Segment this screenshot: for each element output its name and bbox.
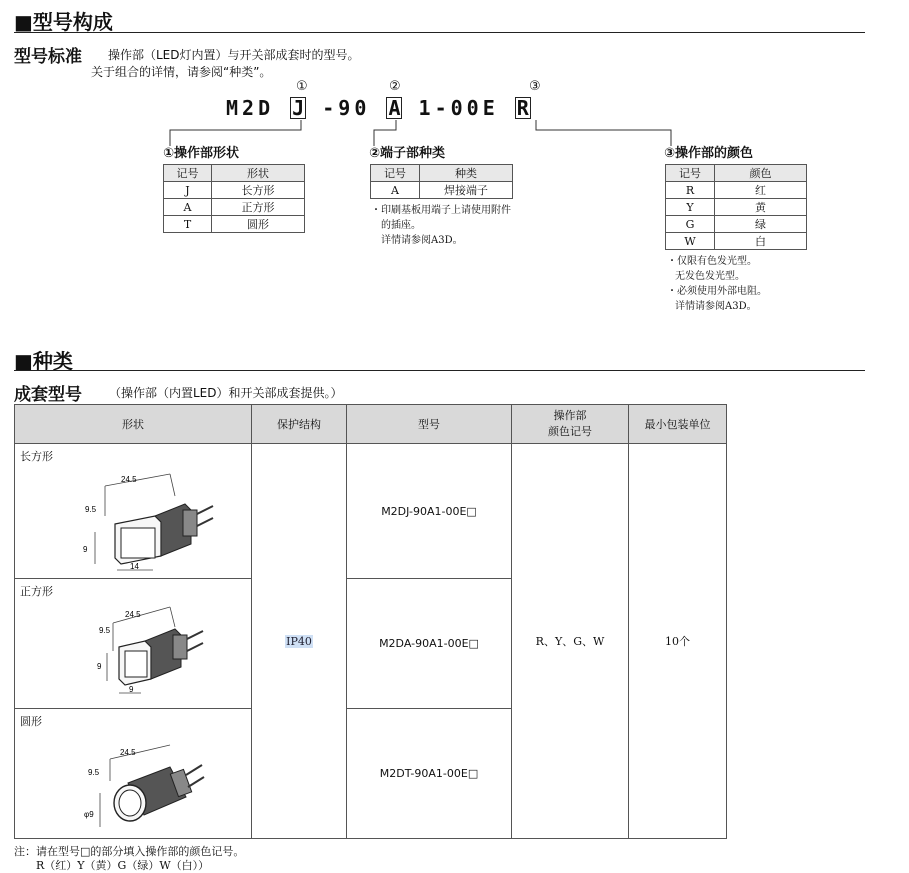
color-note-3: ・必须使用外部电阻。 — [667, 286, 767, 297]
terminal-code-table — [370, 164, 513, 199]
model-code-prefix: M2D — [226, 96, 275, 120]
shape-cell-round — [15, 709, 252, 839]
color-code-cell — [512, 444, 629, 839]
table-header: 形状 — [212, 165, 305, 182]
table-cell: 黄 — [715, 199, 807, 216]
table-cell: 焊接端子 — [420, 182, 513, 199]
column-header-model: 型号 — [347, 405, 512, 444]
shape-label: 正方形 — [20, 585, 53, 598]
model-code-suffix: 1-00E — [418, 96, 499, 120]
shape-label: 长方形 — [20, 450, 53, 463]
table-cell: R — [666, 182, 715, 199]
table-cell: 圆形 — [212, 216, 305, 233]
model-cell — [347, 709, 512, 839]
section-title-types: ■种类 — [14, 349, 73, 373]
shape-cell-rectangle — [15, 444, 252, 579]
model-cell — [347, 444, 512, 579]
footnote-line-1: 注：请在型号□的部分填入操作部的颜色记号。 — [14, 845, 245, 858]
color-note-1: ・仅限有色发光型。 — [667, 256, 757, 267]
group-terminal-title: ②端子部种类 — [369, 146, 446, 161]
column-header-shape: 形状 — [15, 405, 252, 444]
min-pack-cell — [629, 444, 727, 839]
table-row — [15, 444, 727, 579]
dim-depth-label: 9.5 — [88, 768, 100, 777]
dim-height-label: 9 — [83, 545, 88, 554]
color-note-2: 无发色发光型。 — [675, 271, 745, 282]
group-shape-title: ①操作部形状 — [163, 146, 240, 161]
dim-depth-label: 9.5 — [85, 505, 97, 514]
model-value: M2DA-90A1-00E□ — [379, 637, 479, 650]
table-header: 种类 — [420, 165, 513, 182]
table-cell: 红 — [715, 182, 807, 199]
model-standard-reference: 关于组合的详情，请参阅“种类”。 — [91, 65, 272, 79]
model-code-shape-slot: J — [292, 96, 305, 120]
table-cell: 绿 — [715, 216, 807, 233]
column-header-color-code — [512, 405, 629, 444]
table-header: 记号 — [164, 165, 212, 182]
column-header-protection: 保护结构 — [252, 405, 347, 444]
shape-cell-square — [15, 579, 252, 709]
model-code-terminal-slot: A — [388, 96, 401, 120]
table-cell: G — [666, 216, 715, 233]
table-cell: A — [371, 182, 420, 199]
dim-height-label: 9 — [97, 662, 102, 671]
marker-3: ③ — [529, 79, 541, 94]
color-code-table — [665, 164, 807, 250]
rectangular-switch-drawing — [75, 466, 225, 574]
section-divider — [14, 370, 865, 371]
table-header: 记号 — [666, 165, 715, 182]
min-pack-value: 10个 — [665, 635, 690, 648]
dim-depth-label: 9.5 — [99, 626, 111, 635]
subsection-title-set-model: 成套型号 — [14, 385, 82, 405]
dim-length-label: 24.5 — [125, 610, 141, 619]
table-header: 记号 — [371, 165, 420, 182]
model-cell — [347, 579, 512, 709]
terminal-note-2: 的插座。 — [381, 220, 421, 231]
color-code-header-line1: 操作部 — [553, 409, 587, 422]
model-value: M2DT-90A1-00E□ — [379, 767, 479, 780]
protection-value: IP40 — [286, 634, 312, 648]
square-switch-drawing — [75, 601, 225, 705]
set-model-description: （操作部（内置LED）和开关部成套提供。） — [109, 386, 343, 400]
table-cell: 长方形 — [212, 182, 305, 199]
marker-1: ① — [296, 79, 308, 94]
terminal-note-1: ・印刷基板用端子上请使用附件 — [371, 205, 511, 216]
shape-code-table — [163, 164, 305, 233]
column-header-min-pack: 最小包装单位 — [629, 405, 727, 444]
model-code-color-slot: R — [516, 96, 529, 120]
model-code-series: -90 — [322, 96, 371, 120]
terminal-note-3: 详情请参阅A3D。 — [381, 235, 463, 246]
dim-diameter-label: φ9 — [84, 810, 94, 819]
section-title-model-structure: ■型号构成 — [14, 10, 113, 34]
model-standard-description: 操作部（LED灯内置）与开关部成套时的型号。 — [108, 48, 360, 62]
dim-length-label: 24.5 — [121, 475, 137, 484]
color-code-header-line2: 颜色记号 — [548, 425, 592, 438]
footnote-line-2: R（红）Y（黄）G（绿）W（白）） — [36, 859, 210, 872]
table-cell: T — [164, 216, 212, 233]
product-types-table — [14, 404, 727, 839]
subsection-title-model-standard: 型号标准 — [14, 47, 82, 67]
dim-width-label: 14 — [130, 562, 139, 571]
table-header: 颜色 — [715, 165, 807, 182]
group-color-title: ③操作部的颜色 — [664, 146, 754, 161]
dim-width-label: 9 — [129, 685, 134, 694]
color-note-4: 详情请参阅A3D。 — [675, 301, 757, 312]
table-cell: W — [666, 233, 715, 250]
round-switch-drawing — [70, 737, 220, 837]
table-cell: J — [164, 182, 212, 199]
shape-label: 圆形 — [20, 715, 42, 728]
table-cell: A — [164, 199, 212, 216]
color-code-value: R、Y、G、W — [535, 635, 605, 648]
model-code-connectors — [0, 0, 909, 160]
model-value: M2DJ-90A1-00E□ — [381, 504, 477, 518]
protection-cell — [252, 444, 347, 839]
table-cell: 白 — [715, 233, 807, 250]
marker-2: ② — [389, 79, 401, 94]
dim-length-label: 24.5 — [120, 748, 136, 757]
table-cell: Y — [666, 199, 715, 216]
table-cell: 正方形 — [212, 199, 305, 216]
